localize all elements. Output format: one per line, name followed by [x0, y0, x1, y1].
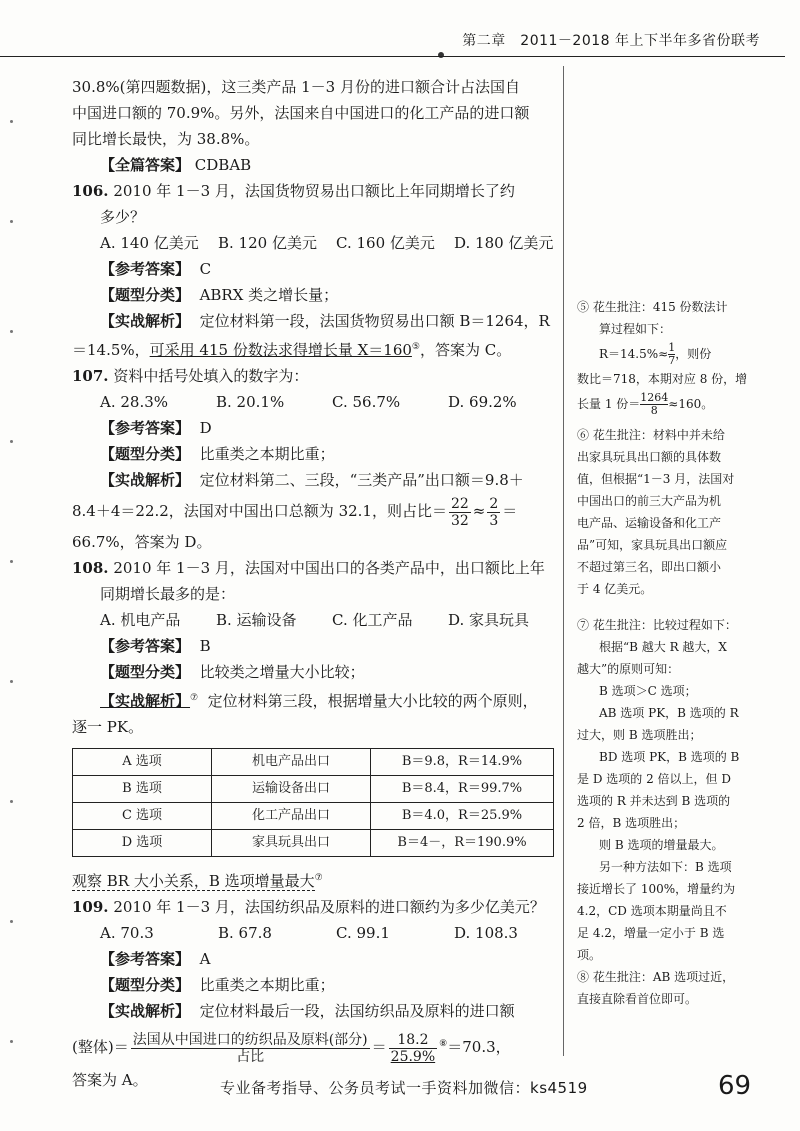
fraction-den: 3: [489, 512, 499, 529]
option-d: D. 108.3: [454, 924, 518, 942]
type-value: 比重类之本期比重；: [199, 445, 335, 463]
note-line: AB 选项 PK，B 选项的 R: [599, 706, 739, 720]
question-number: 109.: [72, 898, 109, 916]
underlined-text: 可采用 415 份数法求得增长量 X＝160: [149, 341, 412, 359]
fraction: [487, 496, 500, 529]
side-note-6: [577, 424, 767, 600]
analysis-label: 【实战解析】: [100, 471, 191, 489]
analysis-text: ，答案为 C。: [419, 341, 512, 359]
question-109: [72, 894, 572, 920]
note-text: ，则份: [675, 347, 712, 361]
main-column: [72, 74, 572, 1093]
question-stem: 2010 年 1－3 月，法国货物贸易出口额比上年同期增长了约: [113, 182, 515, 200]
option-a: A. 70.3: [100, 924, 154, 942]
option-b: B. 120 亿美元: [218, 234, 317, 252]
analysis-text: 8.4＋4＝22.2，法国对中国出口总额为 32.1，则占比＝: [72, 502, 447, 520]
analysis-109-formula: [72, 1024, 572, 1067]
fraction: [131, 1032, 370, 1065]
options-108: [72, 607, 572, 633]
question-106: [72, 178, 572, 204]
analysis-label: 【实战解析】: [100, 1002, 191, 1020]
type-value: 比重类之本期比重；: [199, 976, 335, 994]
type-109: [72, 972, 572, 998]
ref-value: D: [199, 419, 212, 437]
note-line: 过大，则 B 选项胜出；: [577, 728, 702, 742]
table-cell: B＝4.0，R＝25.9%: [371, 803, 554, 830]
note-mark: ⑦: [190, 693, 199, 703]
note-line: ⑤ 花生批注：415 份数法计: [577, 300, 728, 314]
ref-answer-108: [72, 633, 572, 659]
page-header: [0, 0, 800, 58]
table-cell: B 选项: [73, 776, 212, 803]
table-cell: 家具玩具出口: [212, 830, 371, 857]
header-rule: [0, 56, 785, 57]
formula-text: (整体)＝: [72, 1038, 129, 1056]
type-106: [72, 282, 572, 308]
note-line: 品”可知，家具玩具出口额应: [577, 538, 728, 552]
fraction-num: 22: [450, 495, 469, 512]
table-row: [73, 749, 554, 776]
fraction-num: 1: [668, 341, 676, 354]
analysis-text: 定位材料最后一段，法国纺织品及原料的进口额: [199, 1002, 515, 1020]
equals-sign: ＝: [502, 502, 518, 520]
chapter-title: 第二章 2011－2018 年上下半年多省份联考: [462, 33, 760, 49]
note-text: ≈160。: [668, 397, 714, 411]
note-line: BD 选项 PK，B 选项的 B: [599, 750, 740, 764]
ref-label: 【参考答案】: [100, 419, 191, 437]
note-line: [577, 340, 767, 368]
answers-value: CDBAB: [194, 156, 252, 174]
analysis-107: [72, 467, 572, 493]
note-line: 直接直除看首位即可。: [577, 992, 698, 1006]
analysis-109-end: 答案为 A。: [72, 1071, 148, 1089]
ref-label: 【参考答案】: [100, 260, 191, 278]
type-value: ABRX 类之增长量；: [199, 286, 339, 304]
note-text: R＝14.5%≈: [599, 347, 669, 361]
type-107: [72, 441, 572, 467]
underlined-text: 观察 BR 大小关系，B 选项增量最大: [72, 872, 315, 890]
option-a: A. 机电产品: [100, 611, 181, 629]
fraction: [640, 392, 668, 417]
ref-value: A: [199, 950, 211, 968]
table-cell: B＝8.4，R＝99.7%: [371, 776, 554, 803]
fraction-num: 2: [489, 495, 499, 512]
table-row: [73, 830, 554, 857]
fraction-den: 占比: [236, 1048, 265, 1065]
option-d: D. 180 亿美元: [454, 234, 554, 252]
equals-sign: ＝: [371, 1038, 387, 1056]
analysis-label: 【实战解析】: [100, 312, 191, 330]
answers-label: 【全篇答案】: [100, 156, 191, 174]
note-line: 数比＝718，本期对应 8 份，增: [577, 372, 748, 386]
analysis-106-cont: [72, 334, 572, 363]
fraction-num: 1264: [640, 391, 669, 404]
intro-line: 30.8%(第四题数据)，这三类产品 1－3 月份的进口额合计占法国自: [72, 78, 520, 96]
note-line: 值，但根据“1－3 月，法国对: [577, 472, 735, 486]
option-c: C. 160 亿美元: [336, 234, 435, 252]
note-line: 是 D 选项的 2 倍以上，但 D: [577, 772, 731, 786]
analysis-text: 定位材料第二、三段，“三类产品”出口额＝9.8＋: [199, 471, 524, 489]
analysis-text: 定位材料第一段，法国货物贸易出口额 B＝1264，R: [199, 312, 550, 330]
note-line: B 选项＞C 选项；: [599, 684, 697, 698]
intro-line: 中国进口额的 70.9%。另外，法国来自中国进口的化工产品的进口额: [72, 104, 530, 122]
note-line: 于 4 亿美元。: [577, 582, 653, 596]
note-mark: ⑧: [439, 1039, 448, 1049]
note-line: 2 倍，B 选项胜出；: [577, 816, 686, 830]
table-row: [73, 776, 554, 803]
analysis-109: [72, 998, 572, 1024]
option-b: B. 运输设备: [216, 611, 297, 629]
note-line: 另一种方法如下：B 选项: [599, 860, 732, 874]
fraction: [449, 496, 471, 529]
ref-answer-106: [72, 256, 572, 282]
analysis-107-cont: [72, 493, 572, 529]
question-number: 106.: [72, 182, 109, 200]
ref-answer-109: [72, 946, 572, 972]
side-note-8: [577, 966, 767, 1010]
note-line: 出家具玩具出口额的具体数: [577, 450, 722, 464]
note-mark: ⑦: [314, 873, 323, 883]
analysis-106: [72, 308, 572, 334]
fraction-den: 8: [650, 404, 658, 417]
fraction: [389, 1032, 437, 1065]
table-cell: A 选项: [73, 749, 212, 776]
overall-answers: [72, 152, 572, 178]
table-cell: B＝9.8，R＝14.9%: [371, 749, 554, 776]
table-cell: D 选项: [73, 830, 212, 857]
table-cell: C 选项: [73, 803, 212, 830]
note-line: 电产品、运输设备和化工产: [577, 516, 722, 530]
option-a: A. 140 亿美元: [100, 234, 199, 252]
analysis-107-end: 66.7%，答案为 D。: [72, 533, 212, 551]
formula-result: ＝70.3，: [447, 1038, 511, 1056]
table-cell: B＝4－，R＝190.9%: [371, 830, 554, 857]
question-stem: 资料中括号处填入的数字为：: [113, 367, 309, 385]
note-line: 4.2，CD 选项本期量尚且不: [577, 904, 727, 918]
type-108: [72, 659, 572, 685]
fraction-num: 18.2: [389, 1032, 437, 1049]
footer-text: 专业备考指导、公务员考试一手资料加微信：ks4519: [220, 1079, 588, 1097]
question-stem: 2010 年 1－3 月，法国纺织品及原料的进口额约为多少亿美元？: [113, 898, 545, 916]
ref-label: 【参考答案】: [100, 950, 191, 968]
fraction-den: 25.9%: [390, 1048, 436, 1065]
ref-label: 【参考答案】: [100, 637, 191, 655]
note-text: 长量 1 份＝: [577, 397, 641, 411]
option-c: C. 化工产品: [332, 611, 413, 629]
header-dot: [438, 52, 444, 58]
type-label: 【题型分类】: [100, 663, 191, 681]
analysis-text: ＝14.5%，: [72, 341, 150, 359]
conclusion-108: [72, 865, 572, 894]
question-stem: 2010 年 1－3 月，法国对中国出口的各类产品中，出口额比上年: [113, 559, 545, 577]
ref-value: B: [199, 637, 211, 655]
fraction-num: 法国从中国进口的纺织品及原料(部分): [132, 1031, 368, 1048]
question-107: [72, 363, 572, 389]
question-number: 108.: [72, 559, 109, 577]
intro-line: 同比增长最快，为 38.8%。: [72, 130, 260, 148]
option-b: B. 67.8: [218, 924, 272, 942]
options-106: [72, 230, 572, 256]
approx-sign: ≈: [472, 502, 486, 520]
option-d: D. 69.2%: [448, 393, 517, 411]
option-b: B. 20.1%: [216, 393, 285, 411]
type-value: 比较类之增量大小比较；: [199, 663, 365, 681]
options-109: [72, 920, 572, 946]
comparison-table: [72, 748, 554, 857]
ref-answer-107: [72, 415, 572, 441]
question-stem-cont: 多少？: [100, 208, 146, 226]
page-footer: [0, 1073, 800, 1113]
fraction-den: 32: [450, 512, 469, 529]
table-cell: 化工产品出口: [212, 803, 371, 830]
analysis-text: 定位材料第三段，根据增量大小比较的两个原则，: [207, 692, 538, 710]
note-mark: ⑤: [411, 342, 420, 352]
side-note-7: [577, 614, 767, 966]
note-line: 接近增长了 100%，增量约为: [577, 882, 736, 896]
table-cell: 机电产品出口: [212, 749, 371, 776]
note-line: 不超过第三名，即出口额小: [577, 560, 722, 574]
analysis-108-cont: 逐一 PK。: [72, 718, 144, 736]
side-note-5: [577, 296, 767, 418]
option-a: A. 28.3%: [100, 393, 169, 411]
question-108: [72, 555, 572, 581]
note-line: [577, 390, 767, 418]
fraction-den: 7: [668, 354, 676, 367]
note-line: ⑦ 花生批注：比较过程如下：: [577, 618, 737, 632]
note-line: 则 B 选项的增量最大。: [599, 838, 724, 852]
note-line: 算过程如下：: [599, 322, 672, 336]
option-c: C. 56.7%: [332, 393, 401, 411]
note-line: 越大”的原则可知：: [577, 662, 680, 676]
note-line: 根据“B 越大 R 越大，X: [599, 640, 727, 654]
table-row: [73, 803, 554, 830]
type-label: 【题型分类】: [100, 976, 191, 994]
table-cell: 运输设备出口: [212, 776, 371, 803]
note-line: 选项的 R 并未达到 B 选项的: [577, 794, 731, 808]
analysis-108: [72, 685, 572, 714]
type-label: 【题型分类】: [100, 286, 191, 304]
note-line: ⑧ 花生批注：AB 选项过近，: [577, 970, 735, 984]
analysis-label: 【实战解析】: [100, 692, 191, 710]
ref-value: C: [199, 260, 212, 278]
option-d: D. 家具玩具: [448, 611, 530, 629]
options-107: [72, 389, 572, 415]
option-c: C. 99.1: [336, 924, 390, 942]
question-stem-cont: 同期增长最多的是：: [100, 585, 236, 603]
page-number: 69: [718, 1071, 752, 1101]
note-line: 项。: [577, 948, 602, 962]
question-number: 107.: [72, 367, 109, 385]
note-line: ⑥ 花生批注：材料中并未给: [577, 428, 725, 442]
note-line: 足 4.2，增量一定小于 B 选: [577, 926, 725, 940]
type-label: 【题型分类】: [100, 445, 191, 463]
note-line: 中国出口的前三大产品为机: [577, 494, 722, 508]
